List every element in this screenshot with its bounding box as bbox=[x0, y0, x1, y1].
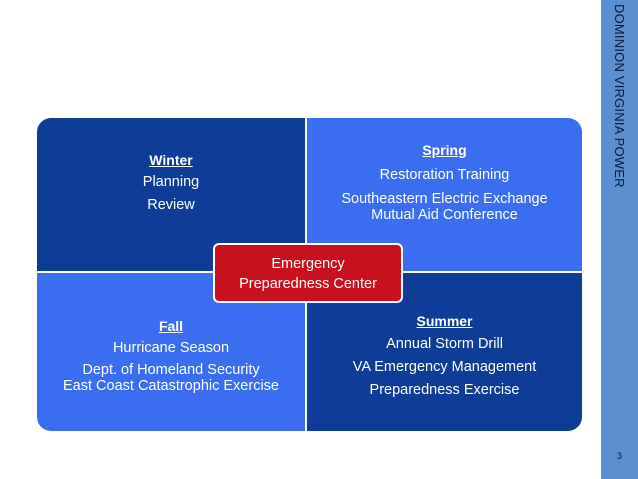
emergency-center-box bbox=[213, 243, 403, 303]
summer-line: Annual Storm Drill bbox=[386, 336, 503, 352]
page-number: 3 bbox=[616, 451, 622, 461]
spring-title: Spring bbox=[422, 142, 467, 158]
center-line: Preparedness Center bbox=[239, 276, 377, 292]
fall-line: Hurricane Season bbox=[112, 340, 230, 356]
winter-line: Planning bbox=[142, 174, 200, 190]
summer-title: Summer bbox=[416, 313, 473, 329]
summer-line: VA Emergency Management bbox=[352, 359, 537, 375]
spring-line: Restoration Training bbox=[379, 167, 510, 183]
spring-line: Southeastern Electric Exchange bbox=[341, 191, 548, 207]
winter-line: Review bbox=[147, 197, 195, 213]
fall-line: East Coast Catastrophic Exercise bbox=[63, 378, 279, 394]
center-line: Emergency bbox=[271, 256, 345, 272]
company-name: DOMINION VIRGINIA POWER bbox=[612, 4, 627, 188]
fall-line: Dept. of Homeland Security bbox=[82, 362, 260, 378]
fall-title: Fall bbox=[158, 318, 184, 334]
winter-title: Winter bbox=[149, 152, 193, 168]
summer-line: Preparedness Exercise bbox=[369, 382, 520, 398]
spring-line: Mutual Aid Conference bbox=[371, 207, 518, 223]
